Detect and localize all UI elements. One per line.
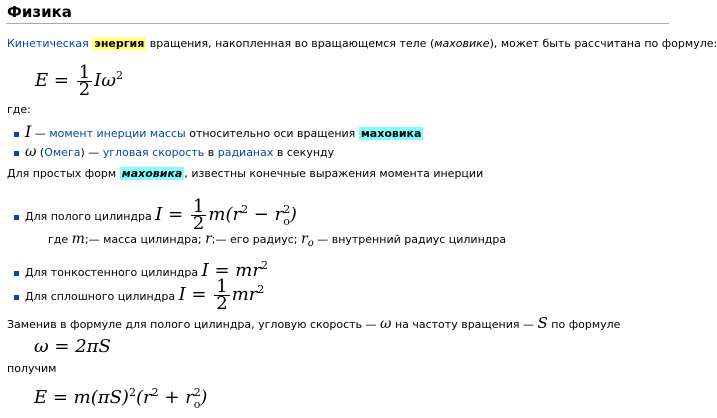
fraction-denominator: 2 bbox=[216, 292, 228, 314]
solid-lhs: I = bbox=[178, 284, 207, 305]
solid-rhs: mr bbox=[231, 284, 258, 305]
symbol-omega: ω bbox=[25, 144, 37, 160]
final-sup2: 2 bbox=[151, 386, 159, 399]
fraction-numerator: 1 bbox=[192, 195, 205, 217]
where-text-1: ;— масса цилиндра; bbox=[84, 233, 202, 246]
solid-label: Для сплошного цилиндра bbox=[25, 290, 176, 303]
final-sup3: 2 bbox=[193, 386, 201, 399]
solid-formula bbox=[178, 275, 265, 314]
intro-italic: маховике bbox=[434, 37, 490, 50]
intro-paragraph bbox=[7, 37, 717, 51]
replace-paragraph bbox=[7, 316, 620, 332]
symbol-omega-2: ω bbox=[380, 316, 392, 332]
obtain-label: получим bbox=[7, 362, 57, 375]
final-lhs: E = m(πS) bbox=[34, 387, 129, 408]
simple-forms-text-1: Для простых форм bbox=[7, 167, 117, 180]
formula-energy-fraction bbox=[77, 61, 92, 100]
heading-rule bbox=[6, 23, 669, 24]
replace-text-1: Заменив в формуле для полого цилиндра, угловую скорость — bbox=[7, 318, 377, 331]
fraction-numerator: 1 bbox=[78, 61, 91, 83]
moment-inertia-link[interactable]: момент инерции массы bbox=[49, 127, 186, 140]
thin-label: Для тонкостенного цилиндра bbox=[25, 266, 199, 279]
symbol-ro: r bbox=[300, 231, 308, 247]
formula-energy-sup: 2 bbox=[115, 69, 123, 82]
symbol-r: r bbox=[205, 231, 212, 247]
thin-sup: 2 bbox=[260, 259, 268, 272]
symbol-m: m bbox=[71, 231, 85, 247]
bullet-icon bbox=[14, 295, 19, 300]
flywheel-highlight[interactable]: маховика bbox=[360, 127, 422, 140]
replace-text-3: по формуле bbox=[551, 318, 621, 331]
formula-energy-rhs: Iω bbox=[94, 70, 116, 91]
hollow-minus: − r bbox=[248, 204, 284, 225]
dash: — bbox=[34, 127, 46, 140]
hollow-fraction bbox=[191, 195, 206, 234]
hollow-sup1: 2 bbox=[241, 203, 249, 216]
list-item-omega: ω (Омега) — угловая скорость в радианах в секунду bbox=[14, 145, 334, 160]
list-item-inertia bbox=[14, 122, 423, 141]
hollow-close: ) bbox=[289, 204, 297, 225]
hollow-rhs: m(r bbox=[208, 204, 242, 225]
solid-sup: 2 bbox=[257, 283, 265, 296]
dash: — bbox=[88, 146, 100, 159]
fraction-denominator: 2 bbox=[78, 78, 91, 100]
final-mid: (r bbox=[135, 387, 152, 408]
bullet-icon bbox=[14, 132, 19, 137]
hollow-label: Для полого цилиндра bbox=[25, 210, 152, 223]
final-plus: + r bbox=[158, 387, 194, 408]
fraction-denominator: 2 bbox=[192, 212, 205, 234]
energy-highlight[interactable]: энергия bbox=[94, 37, 145, 50]
list-item-solid bbox=[14, 270, 264, 317]
where-text-3: — внутренний радиус цилиндра bbox=[317, 233, 507, 246]
hollow-sup2: 2 bbox=[283, 203, 291, 216]
where-label: где: bbox=[7, 103, 31, 116]
hollow-formula bbox=[155, 195, 297, 234]
final-sub3: o bbox=[193, 397, 201, 411]
simple-forms-paragraph bbox=[7, 167, 483, 181]
simple-forms-text-2: , известны конечные выражения момента инерции bbox=[184, 167, 484, 180]
inertia-text: относительно оси вращения bbox=[189, 127, 356, 140]
symbol-I: I bbox=[25, 122, 32, 141]
hollow-lhs: I = bbox=[155, 204, 184, 225]
thin-lhs: I = mr bbox=[201, 260, 261, 281]
section-heading: Физика bbox=[7, 3, 72, 21]
solid-fraction bbox=[214, 275, 229, 314]
formula-final bbox=[34, 380, 207, 418]
bullet-icon bbox=[14, 151, 19, 156]
formula-energy bbox=[35, 56, 123, 101]
where-text-2: ;— его радиус; bbox=[211, 233, 298, 246]
fraction-numerator: 1 bbox=[216, 275, 228, 297]
hollow-sub2: o bbox=[283, 214, 290, 228]
formula-omega bbox=[34, 336, 111, 358]
where-pre: где bbox=[48, 233, 69, 246]
kinetic-link[interactable]: Кинетическая bbox=[7, 37, 89, 50]
hollow-where-line bbox=[48, 232, 506, 251]
bullet-icon bbox=[14, 215, 19, 220]
symbol-S: S bbox=[537, 314, 548, 332]
omega-link[interactable]: Омега bbox=[44, 146, 81, 159]
formula-omega-text: ω = 2πS bbox=[34, 336, 111, 357]
replace-text-2: на частоту вращения — bbox=[394, 318, 534, 331]
intro-text-2: ), может быть рассчитана по формуле: bbox=[489, 37, 717, 50]
omega-text-2: в секунду bbox=[276, 146, 335, 159]
symbol-ro-sub: o bbox=[307, 238, 314, 250]
omega-text-1: в bbox=[207, 146, 215, 159]
final-close: ) bbox=[200, 387, 208, 408]
final-sup1: 2 bbox=[128, 386, 136, 399]
radians-link[interactable]: радианах bbox=[217, 146, 274, 159]
intro-text-1: вращения, накопленная во вращающемся теле ( bbox=[149, 37, 435, 50]
flywheel-highlight-2[interactable]: маховика bbox=[121, 167, 183, 180]
formula-energy-lhs: E = bbox=[35, 70, 69, 91]
angular-velocity-link[interactable]: угловая скорость bbox=[102, 146, 205, 159]
